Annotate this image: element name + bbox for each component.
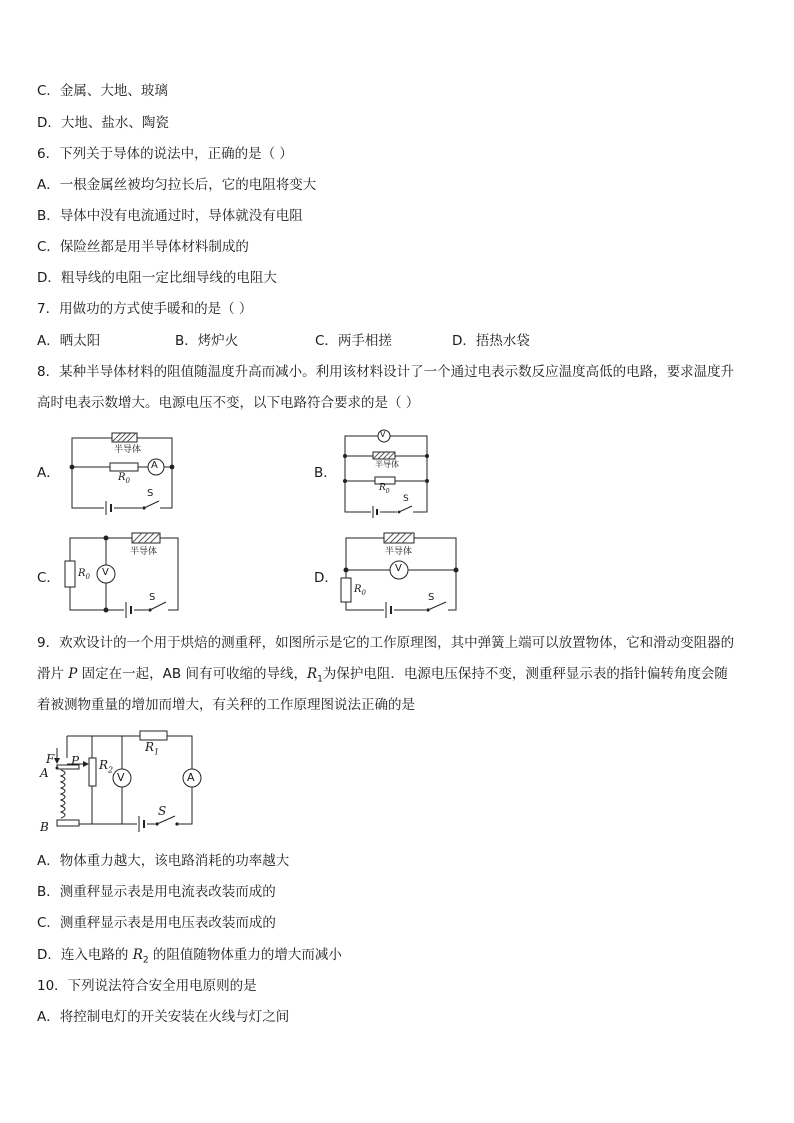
q5-option-d: D．大地、盐水、陶瓷 <box>37 115 169 131</box>
q5-option-c: C．金属、大地、玻璃 <box>37 83 168 99</box>
q8-circuit-d <box>336 528 464 618</box>
q9-switch-label: S <box>158 804 167 818</box>
q7-option-d: D．捂热水袋 <box>452 333 530 349</box>
q8-figure-b-label: B． <box>314 465 337 481</box>
q9-force-label: F <box>46 752 55 766</box>
q8-a-r0-label: $R_0$ <box>118 472 130 485</box>
q8-circuit-b <box>337 426 437 521</box>
q8-d-switch-label: S <box>428 592 435 603</box>
q9-point-a-label: A <box>40 766 49 780</box>
q8-a-switch-label: S <box>147 488 154 499</box>
q8-circuit-a <box>62 428 182 513</box>
q6-stem: 6．下列关于导体的说法中，正确的是（ ） <box>37 146 293 162</box>
q9-r2-label: $R_2$ <box>99 758 114 775</box>
q8-figure-d-label: D． <box>314 570 338 586</box>
q9-slider-label: P <box>71 754 80 768</box>
q10-option-a: A．将控制电灯的开关安装在火线与灯之间 <box>37 1009 290 1025</box>
q6-option-c: C．保险丝都是用半导体材料制成的 <box>37 239 249 255</box>
q7-option-c: C．两手相搓 <box>315 333 392 349</box>
q9-scale-circuit <box>37 728 207 838</box>
q10-stem: 10．下列说法符合安全用电原则的是 <box>37 978 257 994</box>
q9-stem-line3: 着被测物重量的增加而增大，有关秤的工作原理图说法正确的是 <box>37 697 415 713</box>
q8-stem-line1: 8．某种半导体材料的阻值随温度升高而减小。利用该材料设计了一个通过电表示数反应温度高低的电路，要求温度升 <box>37 364 735 380</box>
q9-r1-label: $R_1$ <box>145 740 160 757</box>
q6-option-b: B．导体中没有电流通过时，导体就没有电阻 <box>37 208 303 224</box>
q9-stem-line1: 9．欢欢设计的一个用于烘焙的测重秤，如图所示是它的工作原理图，其中弹簧上端可以放置物体，它和滑动变阻器的 <box>37 635 735 651</box>
q8-c-r0-label: $R_0$ <box>78 568 90 581</box>
q8-b-r0-label: $R_0$ <box>379 483 390 495</box>
q9-option-d: D．连入电路的 $R_2$ 的阻值随物体重力的增大而减小 <box>37 947 342 966</box>
q9-stem-line2: 滑片 P 固定在一起，AB 间有可收缩的导线，$R_1$为保护电阻．电源电压保持不变，测重秤显示表的指针偏转角度会随 <box>37 666 728 685</box>
q8-figure-c-label: C． <box>37 570 60 586</box>
q8-d-r0-label: $R_0$ <box>354 584 366 597</box>
q7-option-a: A．晒太阳 <box>37 333 101 349</box>
q9-option-b: B．测重秤显示表是用电流表改装而成的 <box>37 884 276 900</box>
q8-c-semiconductor-label: 半导体 <box>130 547 158 557</box>
q8-figure-a-label: A． <box>37 465 60 481</box>
q9-option-a: A．物体重力越大，该电路消耗的功率越大 <box>37 853 290 869</box>
q8-b-meter-symbol: V <box>380 430 386 439</box>
q7-option-b: B．烤炉火 <box>175 333 239 349</box>
q9-voltmeter-symbol: V <box>117 771 125 784</box>
q8-a-semiconductor-label: 半导体 <box>114 445 142 455</box>
q9-ammeter-symbol: A <box>187 771 195 784</box>
q8-c-meter-symbol: V <box>102 567 109 578</box>
q8-b-semiconductor-label: 半导体 <box>375 460 399 469</box>
q9-option-c: C．测重秤显示表是用电压表改装而成的 <box>37 915 276 931</box>
q8-c-switch-label: S <box>149 592 156 603</box>
q8-stem-line2: 高时电表示数增大。电源电压不变，以下电路符合要求的是（ ） <box>37 395 420 411</box>
q6-option-d: D．粗导线的电阻一定比细导线的电阻大 <box>37 270 277 286</box>
q9-point-b-label: B <box>40 820 49 834</box>
q8-a-meter-symbol: A <box>151 460 158 471</box>
q8-circuit-c <box>60 528 185 618</box>
q8-d-semiconductor-label: 半导体 <box>385 547 413 557</box>
q7-stem: 7．用做功的方式使手暖和的是（ ） <box>37 301 253 317</box>
q7-options <box>37 331 757 351</box>
q6-option-a: A．一根金属丝被均匀拉长后，它的电阻将变大 <box>37 177 317 193</box>
q8-b-switch-label: S <box>403 494 409 504</box>
q8-d-meter-symbol: V <box>395 563 402 574</box>
